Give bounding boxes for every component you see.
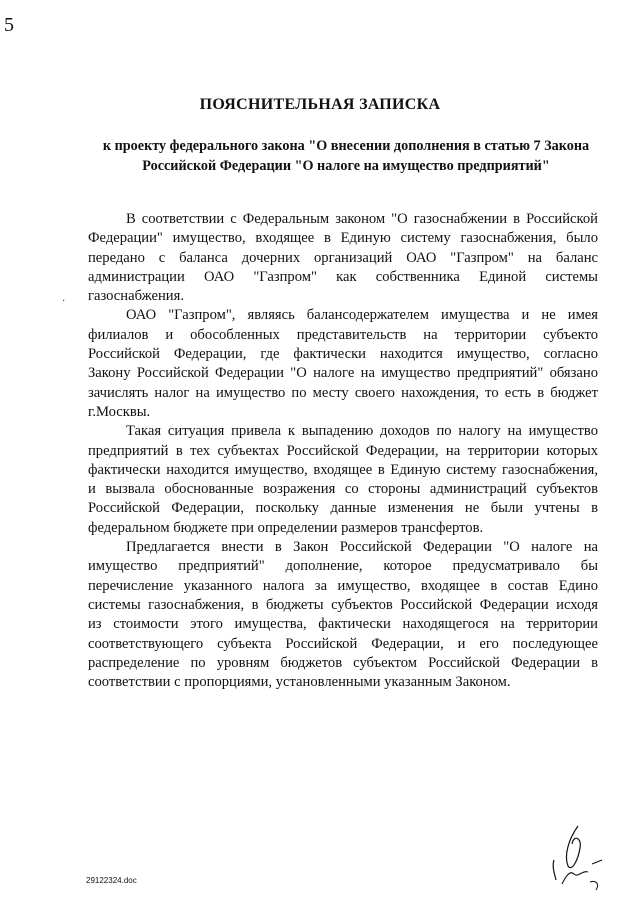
paragraph-line: Закону Российской Федерации "О налоге на имущество предприятий" обязано [88, 365, 598, 382]
paragraph-line: из стоимости этого имущества, фактически находящегося на территории [88, 616, 598, 633]
paragraph-line: распределение по уровням бюджетов субъектом Российской Федерации в [88, 654, 598, 671]
paragraph [88, 306, 598, 422]
paragraph-line: системы газоснабжения, в бюджеты субъектов Российской Федерации исходя [88, 596, 598, 613]
paragraph-line: соответствующего субъекта Российской Федерации, и его последующее [88, 635, 598, 652]
handwritten-signature [538, 820, 618, 892]
stray-mark: · [62, 296, 66, 307]
paragraph-line: и вызвала обоснованные возражения со стороны администраций субъектов [88, 481, 598, 498]
paragraph-line: федеральном бюджете при определении размеров трансфертов. [88, 519, 484, 536]
paragraph-line: перечисление указанного налога за имущество, входящее в состав Едино [88, 577, 598, 594]
paragraph-line: соответствии с пропорциями, установленными указанным Законом. [88, 674, 511, 691]
paragraph-line: имущество предприятий" дополнение, которое предусматривало бы [88, 558, 598, 575]
paragraph-line: Предлагается внести в Закон Российской Федерации "О налоге на [126, 539, 598, 556]
paragraph-line: филиалов и обособленных представительств на территории субъекто [88, 326, 598, 343]
document-title: ПОЯСНИТЕЛЬНАЯ ЗАПИСКА [199, 96, 441, 113]
paragraph-line: Такая ситуация привела к выпадению доходов по налогу на имущество [126, 423, 598, 440]
paragraph-line: администрации ОАО "Газпром" как собственника Единой системы [88, 268, 598, 285]
paragraph-line: ОАО "Газпром", являясь балансодержателем имущества и не имея [126, 307, 598, 324]
paragraph-line: Федерации" имущество, входящее в Единую систему газоснабжения, было [88, 230, 598, 247]
paragraph-line: Российской Федерации, поскольку данные изменения не были учтены в [88, 500, 598, 517]
document-subtitle [86, 136, 606, 176]
paragraph-line: передано с баланса дочерних организаций ОАО "Газпром" на баланс [88, 249, 598, 266]
paragraph [88, 422, 598, 538]
subtitle-line: Российской Федерации "О налоге на имущество предприятий" [142, 158, 550, 174]
paragraph [88, 538, 598, 692]
paragraph-line: фактически находится имущество, входящее в Единую систему газоснабжения, [88, 461, 598, 478]
paragraph-line: предприятий в тех субъектах Российской Федерации, на территории которых [88, 442, 598, 459]
page-number: 5 [4, 14, 14, 36]
paragraph-line: газоснабжения. [88, 288, 184, 305]
paragraph-line: зачислять налог на имущество по месту своего нахождения, то есть в бюджет [88, 384, 598, 401]
paragraph-line: В соответствии с Федеральным законом "О газоснабжении в Российской [126, 211, 598, 227]
paragraph-line: Российской Федерации, где фактически находится имущество, согласно [88, 346, 598, 363]
subtitle-line: к проекту федерального закона "О внесении дополнения в статью 7 Закона [102, 138, 590, 154]
paragraph [88, 210, 598, 306]
footer-filename: 29122324.doc [86, 876, 137, 885]
document-body [88, 210, 598, 692]
paragraph-line: г.Москвы. [88, 403, 151, 420]
